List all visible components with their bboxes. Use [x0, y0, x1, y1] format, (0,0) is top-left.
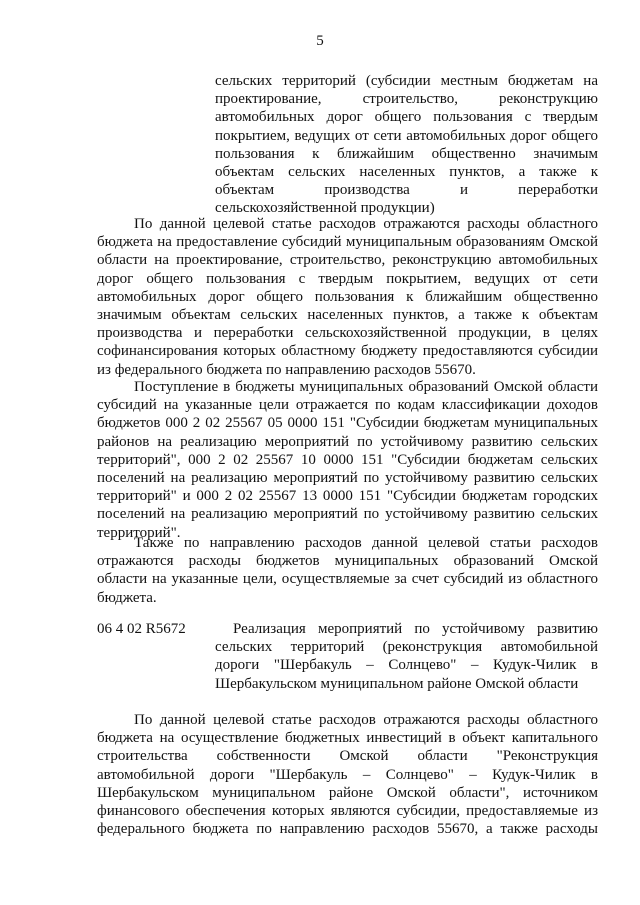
text-line: Шербакульском муниципальном районе Омской области", источником	[97, 784, 598, 801]
text-line: строительства собственности Омской области "Реконструкция	[97, 748, 598, 765]
text-line: субсидий на указанные цели отражается по кодам классификации доходов	[97, 397, 598, 414]
code-item-title	[215, 620, 598, 693]
text-line: сельскохозяйственной продукции)	[215, 200, 435, 217]
text-line: Реализация мероприятий по устойчивому развитию	[233, 621, 598, 637]
text-line: поселений на реализацию мероприятий по устойчивому развитию сельских	[97, 470, 598, 487]
text-line: значимым объектам сельских населенных пунктов, а также к объектам	[97, 307, 598, 324]
text-line: объектам сельских населенных пунктов, а также к	[215, 164, 598, 181]
paragraph-3	[97, 534, 598, 607]
top-item-text	[215, 72, 598, 218]
text-line: из федерального бюджета по направлению расходов 55670.	[97, 361, 476, 378]
text-line: автомобильной дороги "Шербакуль – Солнцево" – Кудук-Чилик в	[97, 766, 598, 783]
text-line: территорий" и 000 2 02 25567 13 0000 151 "Субсидии бюджетам городских	[97, 488, 598, 505]
text-line: бюджета на предоставление субсидий муниципальным образованиям Омской	[97, 234, 598, 251]
paragraph-4	[97, 711, 598, 838]
text-line: федерального бюджета по направлению расходов 55670, а также расходы	[97, 821, 598, 838]
text-line: производства и переработки сельскохозяйственной продукции, в целях	[97, 325, 598, 342]
text-line: По данной целевой статье расходов отражаются расходы областного	[134, 216, 598, 232]
text-line: бюджета.	[97, 589, 157, 606]
text-line: пользования к ближайшим общественно значимым	[215, 145, 598, 162]
paragraph-2	[97, 378, 598, 542]
text-line: сельских территорий (реконструкция автомобильной	[215, 639, 598, 656]
text-line: территорий", 000 2 02 25567 10 0000 151 "Субсидии бюджетам сельских	[97, 451, 598, 468]
text-line: Поступление в бюджеты муниципальных образований Омской области	[134, 379, 598, 395]
text-line: Также по направлению расходов данной целевой статьи расходов	[134, 535, 598, 551]
text-line: дорог общего пользования с твердым покрытием, ведущих от сети	[97, 270, 598, 287]
text-line: дороги "Шербакуль – Солнцево" – Кудук-Чилик в	[215, 657, 598, 674]
text-line: области на проектирование, строительство, реконструкцию автомобильных	[97, 252, 598, 269]
text-line: поселений на реализацию мероприятий по устойчивому развитию сельских	[97, 506, 598, 523]
text-line: покрытием, ведущих от сети автомобильных дорог общего	[215, 127, 598, 144]
text-line: софинансирования которых областному бюджету предоставляются субсидии	[97, 343, 598, 360]
text-line: Шербакульском муниципальном районе Омской области	[215, 675, 579, 692]
text-line: сельских территорий (субсидии местным бюджетам на	[215, 73, 598, 89]
text-line: По данной целевой статье расходов отражаются расходы областного	[134, 712, 598, 728]
text-line: бюджета на осуществление бюджетных инвестиций в объект капитального	[97, 730, 598, 747]
paragraph-1	[97, 215, 598, 379]
text-line: районов на реализацию мероприятий по устойчивому развитию сельских	[97, 433, 598, 450]
text-line: проектирование, строительство, реконструкцию	[215, 91, 598, 108]
text-line: автомобильных дорог общего пользования с твердым	[215, 109, 598, 126]
text-line: бюджетов 000 2 02 25567 05 0000 151 "Субсидии бюджетам муниципальных	[97, 415, 598, 432]
text-line: автомобильных дорог общего пользования к ближайшим общественно	[97, 288, 598, 305]
text-line: объектам производства и переработки	[215, 182, 598, 199]
text-line: отражаются расходы бюджетов муниципальных образований Омской	[97, 553, 598, 570]
text-line: финансового обеспечения которых являются субсидии, предоставляемые из	[97, 803, 598, 820]
classification-code: 06 4 02 R5672	[97, 621, 186, 637]
text-line: территорий".	[97, 524, 181, 541]
page-number: 5	[316, 33, 324, 49]
text-line: области на указанные цели, осуществляемые за счет субсидий из областного	[97, 571, 598, 588]
